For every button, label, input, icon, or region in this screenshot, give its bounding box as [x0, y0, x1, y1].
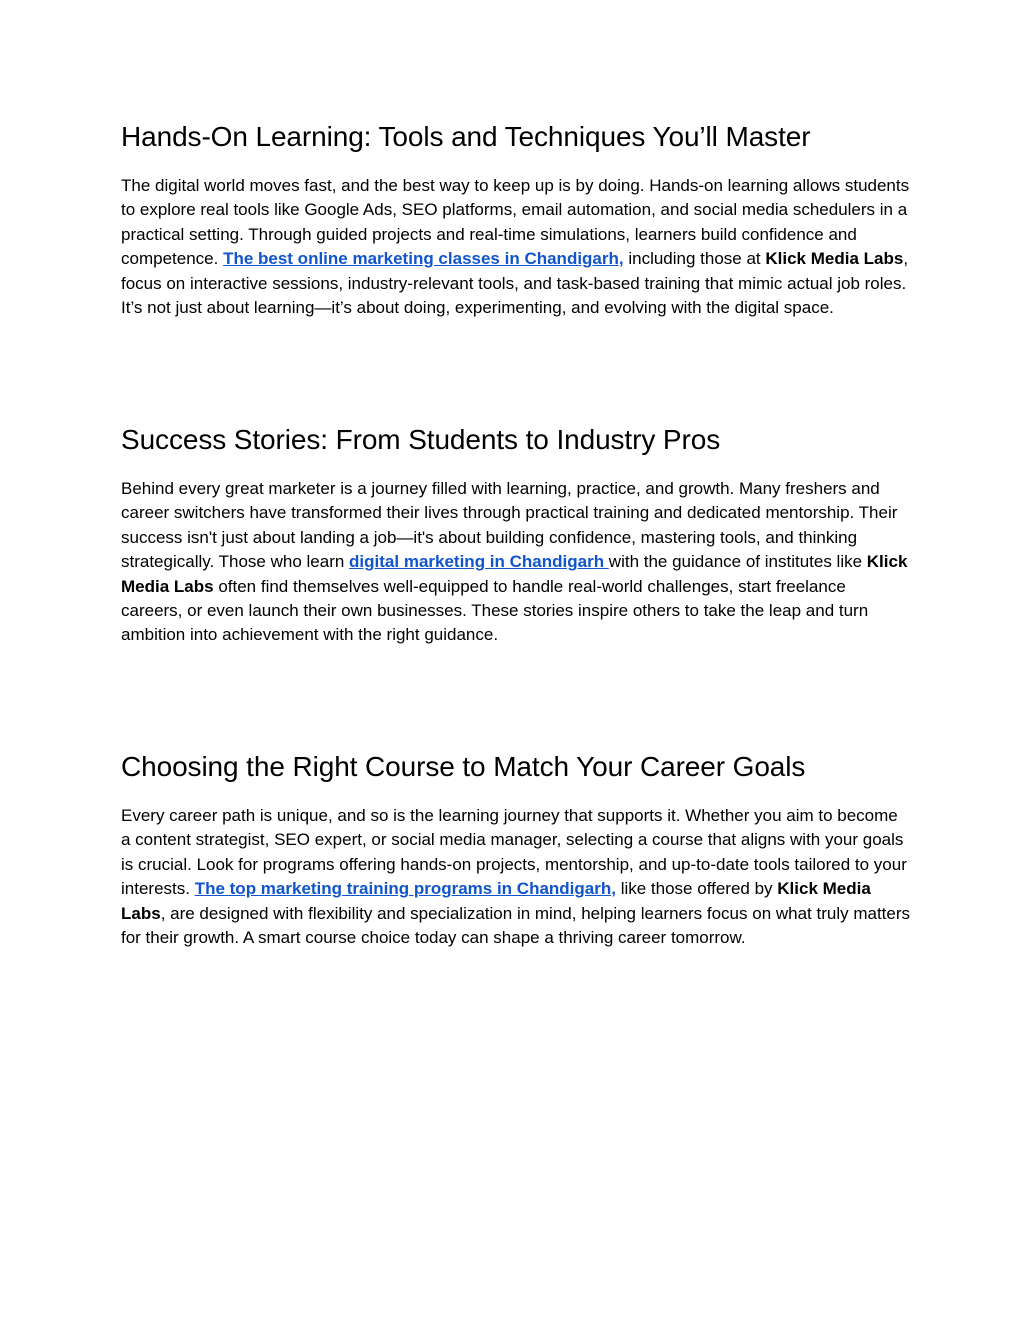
- section-paragraph: [121, 477, 911, 648]
- paragraph-text: with the guidance of institutes like: [608, 552, 867, 572]
- section-heading: Choosing the Right Course to Match Your Career Goals: [121, 751, 806, 782]
- paragraph-text: Behind every great marketer is a journey filled with learning, practice, and growth. Many freshers and career switchers have transformed their lives through practical training and dedicated mentorship. Their success isn't just about landing a job—it's about building confidence, mastering tools, and thinking strategically. Those who learn: [121, 479, 898, 572]
- section-hands-on-learning: [121, 120, 911, 320]
- paragraph-text: The digital world moves fast, and the best way to keep up is by doing. Hands-on learning allows students to explore real tools like Google Ads, SEO platforms, email automation, and social media schedulers in a practical setting. Through guided projects and real-time simulations, learners build confidence and competence.: [121, 176, 910, 269]
- brand-name: Klick Media Labs: [121, 879, 871, 923]
- paragraph-text: like those offered by: [615, 879, 778, 899]
- paragraph-text: , are designed with flexibility and specialization in mind, helping learners focus on what truly matters for their growth. A smart course choice today can shape a thriving career tomorrow.: [121, 903, 911, 948]
- section-success-stories: [121, 423, 911, 648]
- digital-marketing-link[interactable]: digital marketing in Chandigarh: [349, 552, 609, 572]
- section-paragraph: [121, 174, 911, 320]
- paragraph-text: including those at: [623, 249, 766, 269]
- section-paragraph: [121, 804, 911, 950]
- section-heading: Success Stories: From Students to Industry Pros: [121, 424, 721, 455]
- section-choosing-course: [121, 750, 911, 950]
- online-marketing-classes-link[interactable]: The best online marketing classes in Chandigarh,: [223, 249, 624, 269]
- section-heading: Hands-On Learning: Tools and Techniques You’ll Master: [121, 121, 811, 152]
- brand-name: Klick Media Labs: [121, 552, 908, 596]
- brand-name: Klick Media Labs: [765, 249, 904, 269]
- paragraph-text: , focus on interactive sessions, industry-relevant tools, and task-based training that mimic actual job roles. It’s not just about learning—it’s about doing, experimenting, and evolving with the digital space.: [121, 249, 909, 318]
- marketing-training-programs-link[interactable]: The top marketing training programs in Chandigarh,: [194, 879, 616, 899]
- paragraph-text: Every career path is unique, and so is the learning journey that supports it. Whether you aim to become a content strategist, SEO expert, or social media manager, selecting a course that aligns with your goals is crucial. Look for programs offering hands-on projects, mentorship, and up-to-date tools tailored to your interests.: [121, 806, 907, 899]
- paragraph-text: often find themselves well-equipped to handle real-world challenges, start freelance careers, or even launch their own businesses. These stories inspire others to take the leap and turn ambition into achievement with the right guidance.: [121, 576, 869, 645]
